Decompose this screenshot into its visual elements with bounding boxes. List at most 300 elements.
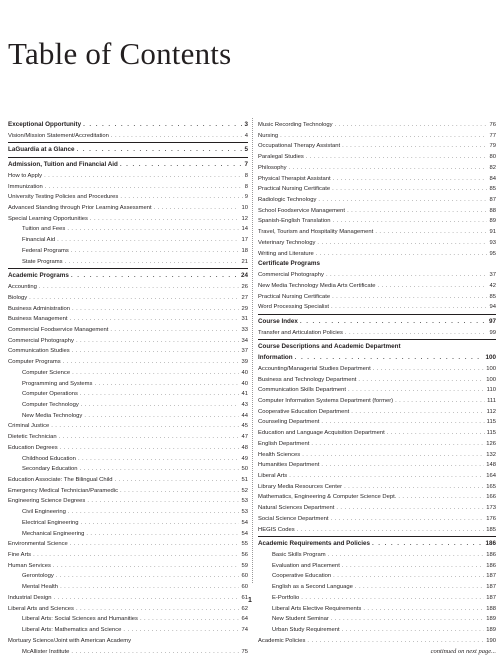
dot-leader [373,364,485,375]
toc-entry-label: Federal Programs [22,246,69,257]
toc-entry-label: Physical Therapist Assistant [258,174,331,185]
dot-leader [372,539,483,550]
toc-entry-label: Education Associate: The Bilingual Child [8,475,113,486]
toc-entry-civil-engineering[interactable] [8,507,248,518]
toc-entry-label: Veterinary Technology [258,238,315,249]
toc-entry-mechanical-engineering[interactable] [8,529,248,540]
dot-leader [321,460,484,471]
toc-entry-new-media-technology[interactable] [8,411,248,422]
toc-entry-label: Vision/Mission Statement/Accreditation [8,131,109,142]
section-rule [258,339,496,340]
toc-entry-practical-nursing-certificate[interactable] [258,292,496,303]
toc-entry-page: 54 [241,518,248,529]
toc-entry-communication-studies[interactable] [8,346,248,357]
dot-leader [68,507,240,518]
toc-entry-accounting-managerial-studies-department[interactable] [258,364,496,375]
toc-entry-liberal-arts-mathematics-and-science[interactable] [8,625,248,636]
toc-entry-label: Computer Technology [22,400,79,411]
toc-entry-page: 97 [489,317,496,328]
dot-leader [60,443,240,454]
toc-entry-computer-operations[interactable] [8,389,248,400]
toc-entry-page: 53 [241,496,248,507]
toc-entry-label: Practical Nursing Certificate [258,184,330,195]
toc-entry-label: English as a Second Language [272,582,353,593]
toc-section-admission-tuition-and-financial-aid[interactable] [8,160,248,171]
toc-entry-label: School Foodservice Management [258,206,345,217]
dot-leader [80,464,240,475]
toc-entry-label: Library Media Resources Center [258,482,342,493]
toc-entry-page: 3 [244,120,248,131]
dot-leader [342,625,485,636]
toc-entry-computer-technology[interactable] [8,400,248,411]
toc-entry-label: Cooperative Education Department [258,407,349,418]
dot-leader [377,281,487,292]
toc-entry-label: Academic Requirements and Policies [258,539,370,550]
toc-entry-spanish-english-translation[interactable] [258,216,496,227]
toc-entry-label: Business Administration [8,304,70,315]
toc-entry-page: 8 [245,171,248,182]
dot-leader [348,385,485,396]
toc-entry-page: 21 [241,257,248,268]
dot-leader [331,614,484,625]
dot-leader [72,368,239,379]
toc-entry-page: 62 [241,604,248,615]
toc-entry-label: Spanish-English Translation [258,216,330,227]
toc-entry-label: Dietetic Technician [8,432,57,443]
dot-leader [332,216,487,227]
dot-leader [342,141,487,152]
dot-leader [45,182,243,193]
dot-leader [51,421,239,432]
toc-entry-writing-and-literature[interactable] [258,249,496,260]
dot-leader [60,582,239,593]
dot-leader [71,246,240,257]
toc-entry-label: Immunization [8,182,43,193]
dot-leader [67,224,239,235]
toc-section-exceptional-opportunity[interactable] [8,120,248,131]
toc-entry-page: 29 [241,304,248,315]
toc-entry-page: 187 [486,593,496,604]
toc-entry-english-department[interactable] [258,439,496,450]
toc-heading-label: Certificate Programs [258,259,320,270]
toc-heading-course-descriptions-and-academic-department [258,342,496,353]
toc-entry-label: Electrical Engineering [22,518,79,529]
toc-entry-page: 50 [241,464,248,475]
toc-entry-page: 8 [245,182,248,193]
toc-entry-label: New Media Technology [22,411,82,422]
toc-entry-page: 186 [485,539,496,550]
toc-entry-liberal-arts-and-sciences[interactable] [8,604,248,615]
toc-entry-education-associate-the-bilingual-child[interactable] [8,475,248,486]
toc-entry-label: McAllister Institute [22,647,69,657]
toc-entry-engineering-science-degrees[interactable] [8,496,248,507]
toc-entry-environmental-science[interactable] [8,539,248,550]
dot-leader [86,529,239,540]
toc-entry-dietetic-technician[interactable] [8,432,248,443]
toc-entry-page: 99 [489,328,496,339]
toc-entry-page: 42 [489,281,496,292]
toc-entry-cooperative-education-department[interactable] [258,407,496,418]
toc-entry-label: Commercial Photography [258,270,324,281]
dot-leader [110,325,239,336]
toc-entry-page: 80 [489,152,496,163]
toc-entry-new-student-seminar[interactable] [258,614,496,625]
toc-entry-page: 185 [486,525,496,536]
dot-leader [59,432,240,443]
toc-entry-label: Accounting [8,282,37,293]
toc-entry-fine-arts[interactable] [8,550,248,561]
toc-entry-label: Communication Studies [8,346,70,357]
toc-entry-page: 112 [487,407,496,418]
toc-entry-label: Liberal Arts Elective Requirements [272,604,361,615]
toc-entry-page: 100 [486,364,496,375]
toc-entry-state-programs[interactable] [8,257,248,268]
toc-entry-label: Education and Language Acquisition Department [258,428,385,439]
toc-entry-label: Environmental Science [8,539,68,550]
toc-entry-label: New Student Seminar [272,614,329,625]
toc-entry-label: Paralegal Studies [258,152,304,163]
toc-left-column [8,120,248,657]
toc-entry-page: 148 [486,460,496,471]
toc-entry-label: HEGIS Codes [258,525,295,536]
toc-entry-education-degrees[interactable] [8,443,248,454]
toc-entry-page: 55 [241,539,248,550]
toc-entry-page: 91 [489,227,496,238]
toc-entry-label: Mechanical Engineering [22,529,84,540]
toc-entry-occupational-therapy-assistant[interactable] [258,141,496,152]
toc-entry-music-recording-technology[interactable] [258,120,496,131]
dot-leader [33,550,239,561]
toc-section-academic-programs[interactable] [8,271,248,282]
toc-entry-label: Industrial Design [8,593,52,604]
dot-leader [336,503,484,514]
dot-leader [347,206,487,217]
toc-entry-practical-nursing-certificate[interactable] [258,184,496,195]
toc-entry-label: Engineering Science Degrees [8,496,85,507]
dot-leader [331,302,487,313]
toc-entry-paralegal-studies[interactable] [258,152,496,163]
toc-entry-page: 75 [241,647,248,657]
toc-entry-natural-sciences-department[interactable] [258,503,496,514]
toc-entry-physical-therapist-assistant[interactable] [258,174,496,185]
dot-leader [71,271,239,282]
toc-entry-social-science-department[interactable] [258,514,496,525]
dot-leader [318,195,487,206]
toc-entry-page: 186 [486,550,496,561]
toc-entry-label: Liberal Arts [258,471,287,482]
dot-leader [295,353,484,364]
dot-leader [395,396,485,407]
toc-entry-label: Special Learning Opportunities [8,214,88,225]
toc-entry-health-sciences[interactable] [258,450,496,461]
toc-entry-label: Occupational Therapy Assistant [258,141,340,152]
toc-entry-page: 95 [489,249,496,260]
toc-entry-label: Nursing [258,131,278,142]
toc-entry-veterinary-technology[interactable] [258,238,496,249]
dot-leader [120,486,239,497]
dot-leader [300,317,487,328]
toc-entry-page: 84 [489,174,496,185]
toc-entry-page: 60 [241,571,248,582]
dot-leader [280,131,487,142]
toc-entry-label: Computer Programs [8,357,61,368]
toc-entry-label: Financial Aid [22,235,55,246]
toc-entry-page: 24 [241,271,248,282]
toc-entry-mcallister-institute[interactable] [8,647,248,657]
dot-leader [351,407,484,418]
toc-entry-tuition-and-fees[interactable] [8,224,248,235]
toc-entry-label: LaGuardia at a Glance [8,145,75,156]
toc-entry-commercial-photography[interactable] [8,336,248,347]
dot-leader [342,561,484,572]
toc-entry-page: 59 [241,561,248,572]
toc-entry-page: 100 [486,375,496,386]
toc-entry-page: 54 [241,529,248,540]
toc-entry-label: State Programs [22,257,63,268]
dot-leader [84,411,239,422]
toc-entry-biology[interactable] [8,293,248,304]
dot-leader [332,292,487,303]
toc-entry-how-to-apply[interactable] [8,171,248,182]
dot-leader [63,357,240,368]
toc-entry-mathematics-engineering-computer-science-dept[interactable] [258,492,496,503]
toc-entry-label: Writing and Literature [258,249,314,260]
toc-entry-electrical-engineering[interactable] [8,518,248,529]
toc-section-academic-requirements-and-policies[interactable] [258,539,496,550]
toc-entry-education-and-language-acquisition-department[interactable] [258,428,496,439]
toc-entry-page: 188 [486,604,496,615]
toc-entry-label: Information [258,353,293,364]
toc-entry-page: 41 [241,389,248,400]
toc-entry-university-testing-policies-and-procedures[interactable] [8,192,248,203]
toc-entry-cooperative-education[interactable] [258,571,496,582]
toc-entry-hegis-codes[interactable] [258,525,496,536]
toc-entry-page: 173 [486,503,496,514]
toc-entry-page: 77 [489,131,496,142]
toc-entry-page: 111 [487,396,496,407]
section-rule [8,268,248,269]
toc-entry-label: Civil Engineering [22,507,66,518]
toc-entry-page: 94 [489,302,496,313]
toc-entry-page: 44 [241,411,248,422]
toc-entry-label: Basic Skills Program [272,550,326,561]
toc-entry-commercial-foodservice-management[interactable] [8,325,248,336]
toc-entry-computer-information-systems-department-former[interactable] [258,396,496,407]
dot-leader [65,257,240,268]
toc-entry-liberal-arts-elective-requirements[interactable] [258,604,496,615]
toc-entry-childhood-education[interactable] [8,454,248,465]
toc-entry-emergency-medical-technician-paramedic[interactable] [8,486,248,497]
toc-entry-page: 52 [241,486,248,497]
dot-leader [331,514,485,525]
toc-entry-page: 47 [241,432,248,443]
toc-entry-business-management[interactable] [8,314,248,325]
toc-entry-federal-programs[interactable] [8,246,248,257]
dot-leader [398,492,484,503]
toc-entry-page: 27 [241,293,248,304]
toc-entry-mental-health[interactable] [8,582,248,593]
toc-entry-page: 165 [486,482,496,493]
dot-leader [333,571,484,582]
toc-entry-label: Academic Policies [258,636,305,647]
toc-entry-communication-skills-department[interactable] [258,385,496,396]
toc-section-laguardia-at-a-glance[interactable] [8,145,248,156]
toc-entry-page: 85 [489,292,496,303]
toc-entry-label: Liberal Arts: Mathematics and Science [22,625,121,636]
toc-entry-page: 37 [489,270,496,281]
toc-section-course-index[interactable] [258,317,496,328]
toc-entry-computer-programs[interactable] [8,357,248,368]
toc-entry-label: Academic Programs [8,271,69,282]
section-rule [8,157,248,158]
toc-entry-page: 85 [489,184,496,195]
dot-leader [94,379,239,390]
toc-entry-label: Music Recording Technology [258,120,333,131]
toc-entry-page: 187 [486,582,496,593]
toc-entry-academic-policies[interactable] [258,636,496,647]
toc-entry-immunization[interactable] [8,182,248,193]
dot-leader [344,482,484,493]
toc-entry-page: 110 [487,385,496,396]
dot-leader [316,249,488,260]
toc-entry-page: 166 [486,492,496,503]
toc-entry-humanities-department[interactable] [258,460,496,471]
toc-entry-philosophy[interactable] [258,163,496,174]
toc-entry-radiologic-technology[interactable] [258,195,496,206]
dot-leader [57,235,239,246]
dot-leader [71,647,239,657]
toc-entry-label: Philosophy [258,163,287,174]
dot-leader [72,346,240,357]
dot-leader [81,518,240,529]
toc-entry-page: 33 [241,325,248,336]
dot-leader [140,614,240,625]
toc-entry-label: Fine Arts [8,550,31,561]
toc-entry-programming-and-systems[interactable] [8,379,248,390]
dot-leader [69,314,239,325]
toc-entry-page: 56 [241,550,248,561]
toc-entry-page: 115 [487,428,496,439]
toc-entry-label: Radiologic Technology [258,195,316,206]
toc-entry-page: 4 [245,131,248,142]
toc-entry-page: 89 [489,216,496,227]
toc-entry-label: Health Sciences [258,450,300,461]
toc-entry-label: Liberal Arts: Social Sciences and Humanities [22,614,138,625]
toc-entry-vision-mission-statement-accreditation[interactable] [8,131,248,142]
toc-entry-liberal-arts[interactable] [258,471,496,482]
toc-entry-label: Course Index [258,317,298,328]
toc-entry-mortuary-science-joint-with-american-academy[interactable] [8,636,248,647]
toc-entry-page: 74 [241,625,248,636]
toc-entry-urban-study-requirement[interactable] [258,625,496,636]
toc-entry-label: E-Portfolio [272,593,299,604]
toc-entry-page: 126 [486,439,496,450]
dot-leader [326,270,488,281]
toc-entry-english-as-a-second-language[interactable] [258,582,496,593]
dot-leader [120,160,243,171]
toc-entry-criminal-justice[interactable] [8,421,248,432]
toc-entry-travel-tourism-and-hospitality-management[interactable] [258,227,496,238]
toc-entry-basic-skills-program[interactable] [258,550,496,561]
toc-entry-evaluation-and-placement[interactable] [258,561,496,572]
toc-entry-page: 45 [241,421,248,432]
dot-leader [154,203,240,214]
toc-entry-accounting[interactable] [8,282,248,293]
toc-entry-nursing[interactable] [258,131,496,142]
dot-leader [70,539,240,550]
toc-entry-word-processing-specialist[interactable] [258,302,496,313]
toc-entry-computer-science[interactable] [8,368,248,379]
toc-entry-label: New Media Technology Media Arts Certificate [258,281,375,292]
toc-entry-page: 17 [241,235,248,246]
dot-leader [115,475,240,486]
toc-entry-label: Social Science Department [258,514,329,525]
toc-entry-page: 43 [241,400,248,411]
toc-entry-label: Emergency Medical Technician/Paramedic [8,486,118,497]
toc-entry-label: University Testing Policies and Procedures [8,192,118,203]
toc-entry-page: 48 [241,443,248,454]
dot-leader [333,174,488,185]
toc-entry-liberal-arts-social-sciences-and-humanities[interactable] [8,614,248,625]
toc-entry-commercial-photography[interactable] [258,270,496,281]
toc-entry-human-services[interactable] [8,561,248,572]
dot-leader [306,152,488,163]
toc-entry-page: 14 [241,224,248,235]
toc-entry-page: 115 [487,417,496,428]
dot-leader [387,428,485,439]
toc-entry-label: Communication Skills Department [258,385,346,396]
toc-entry-gerontology[interactable] [8,571,248,582]
toc-section-information[interactable] [258,353,496,364]
toc-entry-label: Urban Study Requirement [272,625,340,636]
dot-leader [307,636,484,647]
toc-entry-label: Transfer and Articulation Policies [258,328,343,339]
toc-entry-label: Business and Technology Department [258,375,356,386]
dot-leader [375,227,487,238]
toc-entry-new-media-technology-media-arts-certificate[interactable] [258,281,496,292]
toc-entry-page: 187 [486,571,496,582]
toc-entry-page: 186 [486,561,496,572]
toc-entry-label: How to Apply [8,171,42,182]
toc-entry-financial-aid[interactable] [8,235,248,246]
toc-entry-school-foodservice-management[interactable] [258,206,496,217]
toc-entry-label: Humanities Department [258,460,319,471]
toc-entry-label: Evaluation and Placement [272,561,340,572]
dot-leader [72,304,239,315]
toc-entry-transfer-and-articulation-policies[interactable] [258,328,496,339]
toc-heading-label: Course Descriptions and Academic Department [258,342,401,353]
toc-entry-advanced-standing-through-prior-learning-assessment[interactable] [8,203,248,214]
toc-right-column [258,120,496,656]
toc-entry-label: Biology [8,293,27,304]
toc-heading-certificate-programs [258,259,496,270]
dot-leader [321,417,484,428]
toc-entry-page: 37 [241,346,248,357]
toc-entry-page: 164 [486,471,496,482]
dot-leader [311,439,484,450]
toc-entry-label: Mortuary Science/Joint with American Academy [8,636,131,647]
dot-leader [345,328,488,339]
toc-entry-business-and-technology-department[interactable] [258,375,496,386]
toc-entry-secondary-education[interactable] [8,464,248,475]
toc-entry-counseling-department[interactable] [258,417,496,428]
toc-entry-business-administration[interactable] [8,304,248,315]
toc-entry-label: Computer Science [22,368,70,379]
toc-entry-special-learning-opportunities[interactable] [8,214,248,225]
toc-entry-label: Programming and Systems [22,379,92,390]
toc-entry-page: 189 [486,614,496,625]
toc-entry-library-media-resources-center[interactable] [258,482,496,493]
